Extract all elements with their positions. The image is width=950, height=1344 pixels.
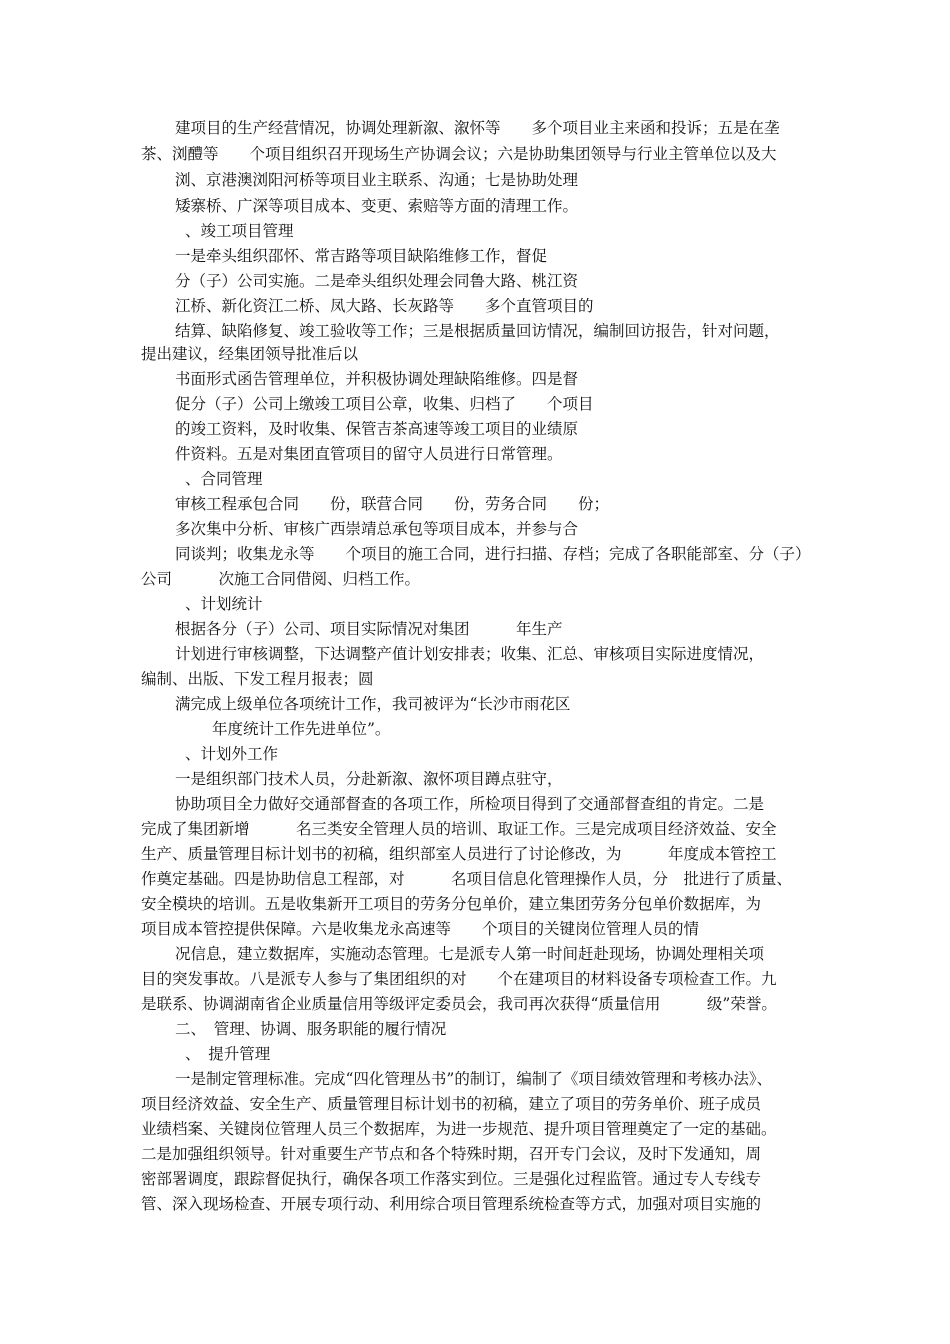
text-line: 密部署调度，跟踪督促执行，确保各项工作落实到位。三是强化过程监管。通过专人专线专	[141, 1170, 762, 1188]
section-heading: 、计划外工作	[185, 745, 279, 763]
text-line: 计划进行审核调整，下达调整产值计划安排表；收集、汇总、审核项目实际进度情况，	[175, 645, 765, 663]
text-line: 管、深入现场检查、开展专项行动、利用综合项目管理系统检查等方式，加强对项目实施的	[141, 1195, 762, 1213]
text-line: 结算、缺陷修复、竣工验收等工作；三是根据质量回访情况，编制回访报告，针对问题，	[175, 322, 780, 340]
text-line: 的竣工资料，及时收集、保管吉茶高速等竣工项目的业绩原	[175, 420, 579, 438]
section-heading: 、合同管理	[185, 470, 263, 488]
text-line: 目的突发事故。八是派专人参与了集团组织的对 个在建项目的材料设备专项检查工作。九	[141, 970, 777, 988]
text-line: 公司 次施工合同借阅、归档工作。	[141, 570, 421, 588]
text-line: 促分（子）公司上缴竣工项目公章，收集、归档了 个项目	[175, 395, 594, 413]
text-line: 矮寨桥、广深等项目成本、变更、索赔等方面的清理工作。	[175, 197, 579, 215]
text-line: 江桥、新化资江二桥、凤大路、长灰路等 多个直管项目的	[175, 297, 594, 315]
text-line: 建项目的生产经营情况，协调处理新溆、溆怀等 多个项目业主来函和投诉；五是在垄	[175, 119, 780, 137]
text-line: 二是加强组织领导。针对重要生产节点和各个特殊时期，召开专门会议，及时下发通知，周	[141, 1145, 762, 1163]
text-line: 根据各分（子）公司、项目实际情况对集团 年生产	[175, 620, 563, 638]
text-line: 分（子）公司实施。二是牵头组织处理会同鲁大路、桃江资	[175, 272, 579, 290]
section-heading: 、计划统计	[185, 595, 263, 613]
text-line: 业绩档案、关键岗位管理人员三个数据库，为进一步规范、提升项目管理奠定了一定的基础。	[141, 1120, 777, 1138]
text-line: 项目成本管控提供保障。六是收集龙永高速等 个项目的关键岗位管理人员的情	[141, 920, 700, 938]
text-line: 书面形式函告管理单位，并积极协调处理缺陷维修。四是督	[175, 370, 579, 388]
text-line: 编制、出版、下发工程月报表；圆	[141, 670, 374, 688]
section-heading: 、竣工项目管理	[185, 222, 294, 240]
text-line: 满完成上级单位各项统计工作，我司被评为“长沙市雨花区	[175, 695, 571, 713]
text-line: 一是组织部门技术人员，分赴新溆、溆怀项目蹲点驻守，	[175, 770, 563, 788]
text-line: 是联系、协调湖南省企业质量信用等级评定委员会，我司再次获得“质量信用 级”荣誉。	[141, 995, 777, 1013]
text-line: 件资料。五是对集团直管项目的留守人员进行日常管理。	[175, 445, 563, 463]
text-line: 同谈判；收集龙永等 个项目的施工合同，进行扫描、存档；完成了各职能部室、分（子）	[175, 545, 811, 563]
text-line: 完成了集团新增 名三类安全管理人员的培训、取证工作。三是完成项目经济效益、安全	[141, 820, 777, 838]
section-heading: 二、 管理、协调、服务职能的履行情况	[175, 1020, 447, 1038]
section-heading: 、 提升管理	[185, 1045, 271, 1063]
text-line: 审核工程承包合同 份，联营合同 份，劳务合同 份；	[175, 495, 610, 513]
text-line: 作奠定基础。四是协助信息工程部，对 名项目信息化管理操作人员，分 批进行了质量、	[141, 870, 793, 888]
text-line: 年度统计工作先进单位”。	[212, 720, 391, 738]
text-line: 项目经济效益、安全生产、质量管理目标计划书的初稿，建立了项目的劳务单价、班子成员	[141, 1095, 762, 1113]
text-line: 一是牵头组织邵怀、常吉路等项目缺陷维修工作，督促	[175, 247, 548, 265]
text-line: 况信息，建立数据库，实施动态管理。七是派专人第一时间赶赴现场，协调处理相关项	[175, 945, 765, 963]
text-line: 浏、京港澳浏阳河桥等项目业主联系、沟通；七是协助处理	[175, 171, 579, 189]
text-line: 协助项目全力做好交通部督查的各项工作，所检项目得到了交通部督查组的肯定。二是	[175, 795, 765, 813]
text-line: 安全模块的培训。五是收集新开工项目的劳务分包单价，建立集团劳务分包单价数据库，为	[141, 895, 762, 913]
text-line: 茶、浏醴等 个项目组织召开现场生产协调会议；六是协助集团领导与行业主管单位以及大	[141, 145, 777, 163]
text-line: 多次集中分析、审核广西崇靖总承包等项目成本，并参与合	[175, 520, 579, 538]
text-line: 一是制定管理标准。完成“四化管理丛书”的制订，编制了《项目绩效管理和考核办法》、	[175, 1070, 773, 1088]
text-line: 生产、质量管理目标计划书的初稿，组织部室人员进行了讨论修改，为 年度成本管控工	[141, 845, 777, 863]
text-line: 提出建议，经集团领导批准后以	[141, 345, 359, 363]
